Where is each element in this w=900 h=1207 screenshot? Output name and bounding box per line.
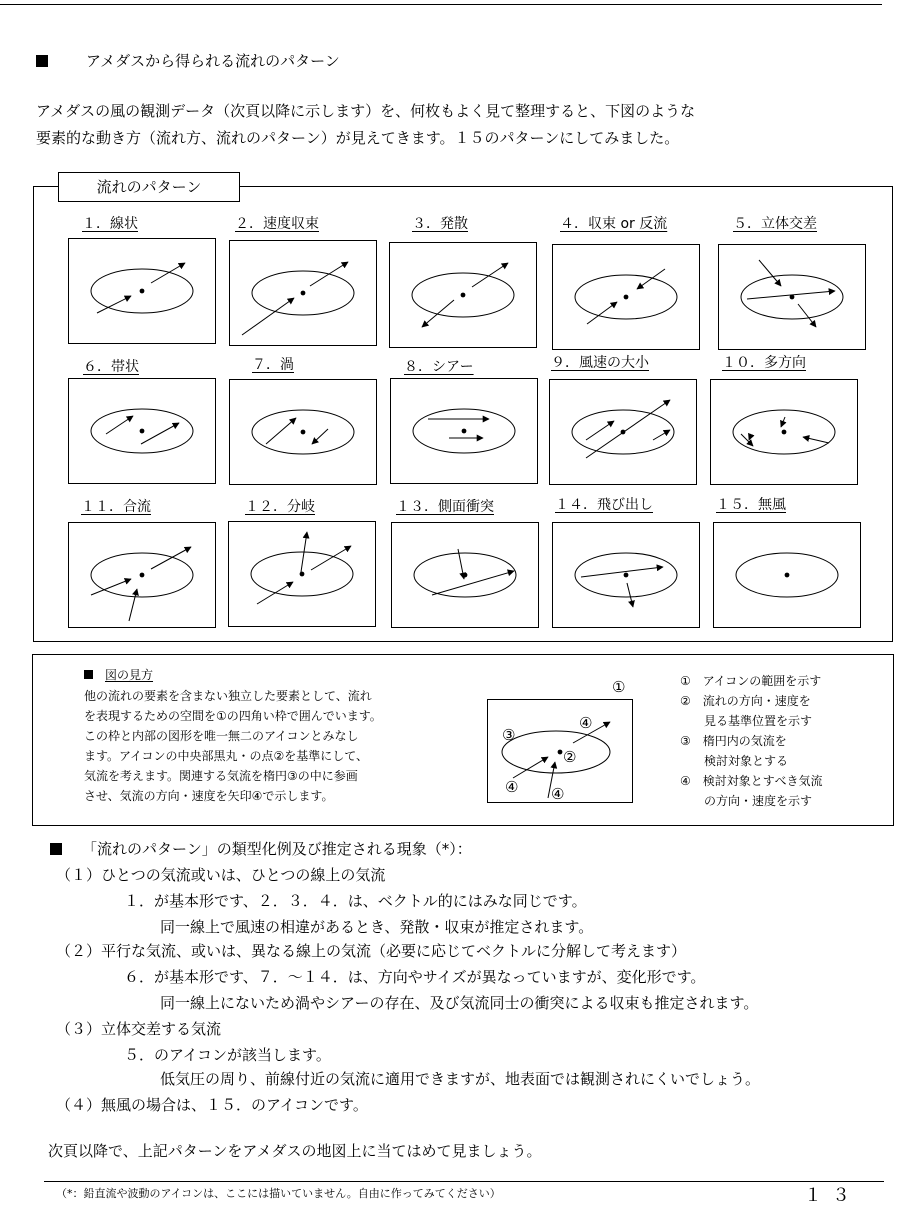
square-bullet-icon xyxy=(50,843,62,855)
case-line: ５．のアイコンが該当します。 xyxy=(124,1046,331,1064)
case-line: （１）ひとつの気流或いは、ひとつの線上の気流 xyxy=(56,866,386,884)
case-line: 同一線上にないため渦やシアーの存在、及び気流同士の衝突による収束も推定されます。 xyxy=(160,994,759,1012)
flow-arrow xyxy=(586,400,670,458)
reference-dot xyxy=(624,295,629,300)
flow-arrow xyxy=(759,260,781,286)
legend-explanation: 他の流れの要素を含まない独立した要素として、流れ を表現するための空間を①の四角い枠で囲んでいます。 この枠と内部の図形を唯一無二のアイコンとみなし ます。アイコンの中央部黒丸・の点②を基準にして、 気流を考えます。関連する気流を楕円③の中に参画 させ、気流の方向・速度を矢印④で示します。 xyxy=(84,689,382,803)
flow-arrow xyxy=(106,416,133,434)
pattern-label: １．線状 xyxy=(82,216,138,232)
square-bullet-icon xyxy=(84,670,93,679)
pattern-diagram xyxy=(550,380,696,484)
pattern-diagram xyxy=(719,245,865,349)
pattern-diagram xyxy=(553,245,699,349)
bottom-rule xyxy=(44,1181,884,1182)
pattern-label: １２．分岐 xyxy=(245,499,315,515)
pattern-icon xyxy=(549,379,697,485)
pattern-icon xyxy=(552,522,700,628)
pattern-diagram xyxy=(711,380,857,484)
flow-arrow xyxy=(151,547,191,569)
flow-arrow xyxy=(637,269,665,289)
flow-arrow xyxy=(803,437,829,443)
flow-arrow xyxy=(257,582,293,604)
reference-dot xyxy=(785,573,790,578)
pattern-icon xyxy=(391,522,539,628)
pattern-icon xyxy=(229,240,377,346)
case-line: （４）無風の場合は、１５．のアイコンです。 xyxy=(56,1096,368,1114)
reference-dot xyxy=(301,291,306,296)
legend-sample-icon xyxy=(487,699,633,803)
reference-dot xyxy=(140,289,145,294)
reference-dot xyxy=(301,430,306,435)
pattern-diagram xyxy=(69,239,215,343)
legend-marker-4: ④ xyxy=(505,778,519,796)
flow-arrow xyxy=(151,263,185,283)
flow-arrow xyxy=(781,417,785,427)
pattern-icon xyxy=(228,521,376,627)
pattern-icon xyxy=(713,522,861,628)
reference-dot xyxy=(462,429,467,434)
flow-arrow xyxy=(310,262,348,286)
reference-dot xyxy=(140,573,145,578)
reference-dot xyxy=(461,293,466,298)
pattern-icon xyxy=(390,378,538,484)
flow-arrow xyxy=(242,298,294,335)
closing-line: 次頁以降で、上記パターンをアメダスの地図上に当てはめて見ましょう。 xyxy=(48,1142,542,1160)
flow-arrow xyxy=(627,583,633,607)
flow-arrow xyxy=(749,435,751,440)
pattern-label: ４．収束 or 反流 xyxy=(560,216,668,232)
sample-pattern-icon xyxy=(488,700,632,802)
patterns-title: 流れのパターン xyxy=(58,172,240,202)
flow-arrow xyxy=(653,430,670,440)
pattern-diagram xyxy=(553,523,699,627)
reference-dot xyxy=(782,430,787,435)
flow-arrow xyxy=(472,263,508,287)
case-line: （２）平行な気流、或いは、異なる線上の気流（必要に応じてベクトルに分解して考えます） xyxy=(56,942,687,960)
reference-dot xyxy=(624,573,629,578)
flow-arrow xyxy=(422,300,454,327)
pattern-label: １０．多方向 xyxy=(722,355,806,371)
flow-arrow xyxy=(798,304,816,327)
flow-arrow xyxy=(141,423,179,444)
pattern-diagram xyxy=(229,522,375,626)
flow-arrow xyxy=(129,589,137,621)
pattern-label: ５．立体交差 xyxy=(733,216,817,232)
pattern-diagram xyxy=(230,380,376,484)
pattern-icon xyxy=(718,244,866,350)
pattern-diagram xyxy=(69,523,215,627)
section-heading: アメダスから得られる流れのパターン xyxy=(36,50,340,71)
pattern-label: ３．発散 xyxy=(412,216,468,232)
legend-marker-3: ③ xyxy=(502,726,516,744)
cases-title: 「流れのパターン」の類型化例及び推定される現象（*）： xyxy=(50,838,472,859)
intro-line: 要素的な動き方（流れ方、流れのパターン）が見えてきます。１５のパターンにしてみました。 xyxy=(36,129,680,147)
pattern-diagram xyxy=(392,523,538,627)
pattern-icon xyxy=(389,242,537,348)
pattern-diagram xyxy=(230,241,376,345)
footer-note: （*：鉛直流や波動のアイコンは、ここには描いていません。自由に作ってみてください） xyxy=(56,1187,501,1200)
flow-arrow xyxy=(432,571,514,595)
flow-arrow xyxy=(266,418,296,444)
pattern-icon xyxy=(229,379,377,485)
pattern-label: ９．風速の大小 xyxy=(551,355,649,371)
intro-paragraph xyxy=(36,98,695,152)
legend-marker-4: ④ xyxy=(579,714,593,732)
legend-heading: 図の見方 xyxy=(84,666,153,683)
pattern-diagram xyxy=(390,243,536,347)
reference-dot xyxy=(140,429,145,434)
legend-marker-4: ④ xyxy=(551,785,565,802)
pattern-label: ７．渦 xyxy=(252,357,294,373)
case-line: １．が基本形です、２．３．４．は、ベクトル的にはみな同じです。 xyxy=(124,892,587,910)
pattern-icon xyxy=(710,379,858,485)
flow-arrow xyxy=(311,546,351,570)
case-line: （３）立体交差する気流 xyxy=(56,1020,222,1038)
flow-arrow xyxy=(586,421,614,440)
case-line: 低気圧の周り、前線付近の気流に適用できますが、地表面では観測されにくいでしょう。 xyxy=(160,1070,761,1088)
pattern-diagram xyxy=(391,379,537,483)
pattern-diagram xyxy=(714,523,860,627)
top-rule xyxy=(0,4,882,5)
intro-line: アメダスの風の観測データ（次頁以降に示します）を、何枚もよく見て整理すると、下図のような xyxy=(36,102,696,120)
pattern-label: １５．無風 xyxy=(716,497,786,513)
legend-marker-2: ② xyxy=(563,748,577,766)
legend-items: ① アイコンの範囲を示す ② 流れの方向・速度を 見る基準位置を示す ③ 楕円内の気流を 検討対象とする ④ 検討対象とすべき気流 の方向・速度を示す xyxy=(680,674,823,808)
pattern-icon xyxy=(552,244,700,350)
pattern-diagram xyxy=(69,379,215,483)
page-number: １３ xyxy=(804,1185,860,1206)
pattern-label: １１．合流 xyxy=(81,499,151,515)
flow-arrow xyxy=(581,567,663,577)
pattern-label: ２．速度収束 xyxy=(235,216,319,232)
pattern-label: ８．シアー xyxy=(404,359,474,375)
pattern-icon xyxy=(68,238,216,344)
pattern-label: １３．側面衝突 xyxy=(396,499,494,515)
pattern-icon xyxy=(68,522,216,628)
legend-marker-1: ① xyxy=(612,678,626,696)
pattern-icon xyxy=(68,378,216,484)
flow-arrow xyxy=(312,429,328,444)
case-line: ６．が基本形です、７．～１４．は、方向やサイズが異なっていますが、変化形です。 xyxy=(124,968,706,986)
reference-dot xyxy=(300,572,305,577)
case-line: 同一線上で風速の相違があるとき、発散・収束が推定されます。 xyxy=(160,918,594,936)
pattern-label: １４．飛び出し xyxy=(555,497,653,513)
pattern-label: ６．帯状 xyxy=(83,359,139,375)
square-bullet-icon xyxy=(36,55,48,67)
